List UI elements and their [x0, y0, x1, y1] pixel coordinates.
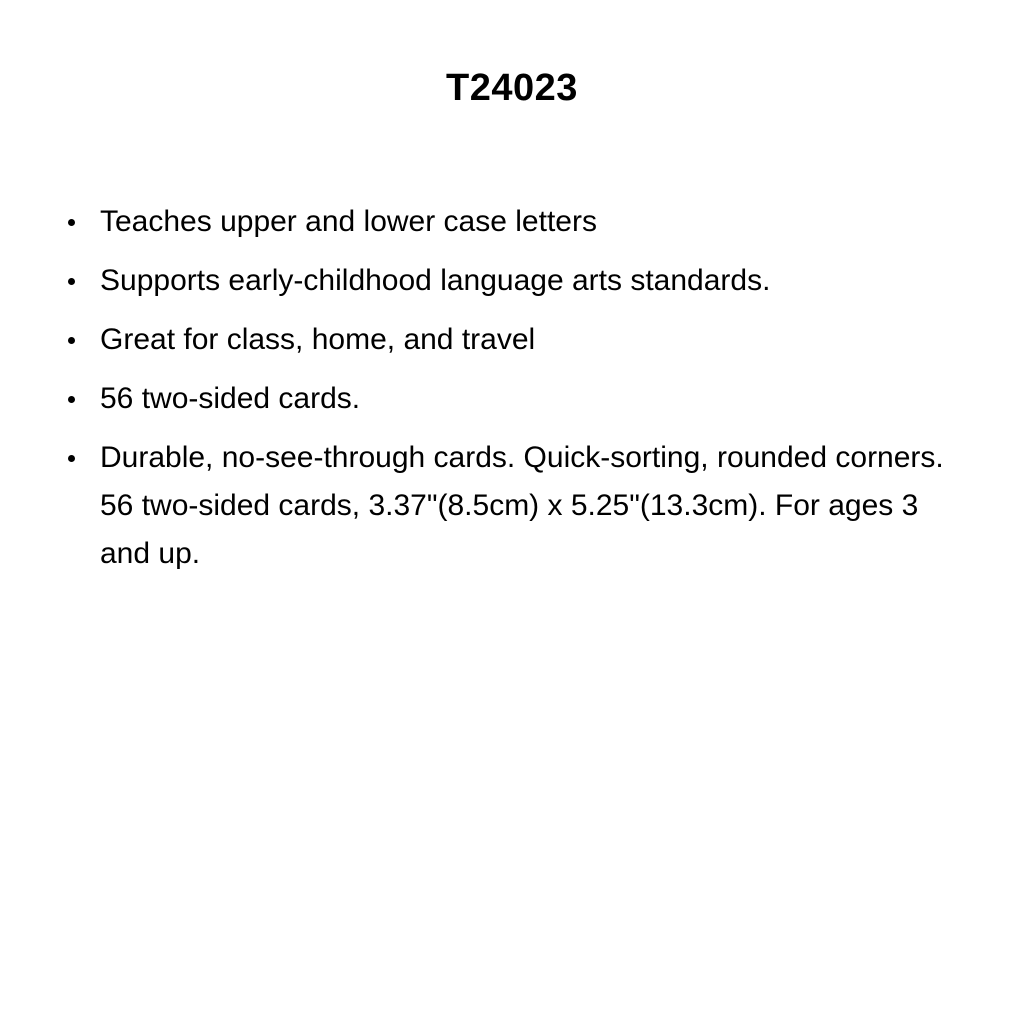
dot-bullet-icon [68, 219, 75, 226]
dot-bullet-icon [68, 455, 75, 462]
dot-bullet-icon [68, 278, 75, 285]
list-item-label: Supports early-childhood language arts standards. [100, 264, 771, 297]
list-item [62, 257, 972, 305]
list-item-label: 56 two-sided cards. [100, 382, 361, 415]
list-item [62, 375, 972, 423]
dot-bullet-icon [68, 337, 75, 344]
page-title: T24023 [446, 67, 578, 109]
list-item [62, 198, 972, 246]
list-item [62, 434, 972, 578]
list-item-label: Teaches upper and lower case letters [100, 205, 597, 238]
list-item-label: Great for class, home, and travel [100, 323, 536, 356]
product-feature-list [62, 198, 972, 589]
list-item-label: Durable, no-see-through cards. Quick-sorting, rounded corners. 56 two-sided cards, 3.37"(8.5cm) x 5.25"(13.3cm). For ages 3 and up. [100, 441, 944, 570]
dot-bullet-icon [68, 396, 75, 403]
list-item [62, 316, 972, 364]
